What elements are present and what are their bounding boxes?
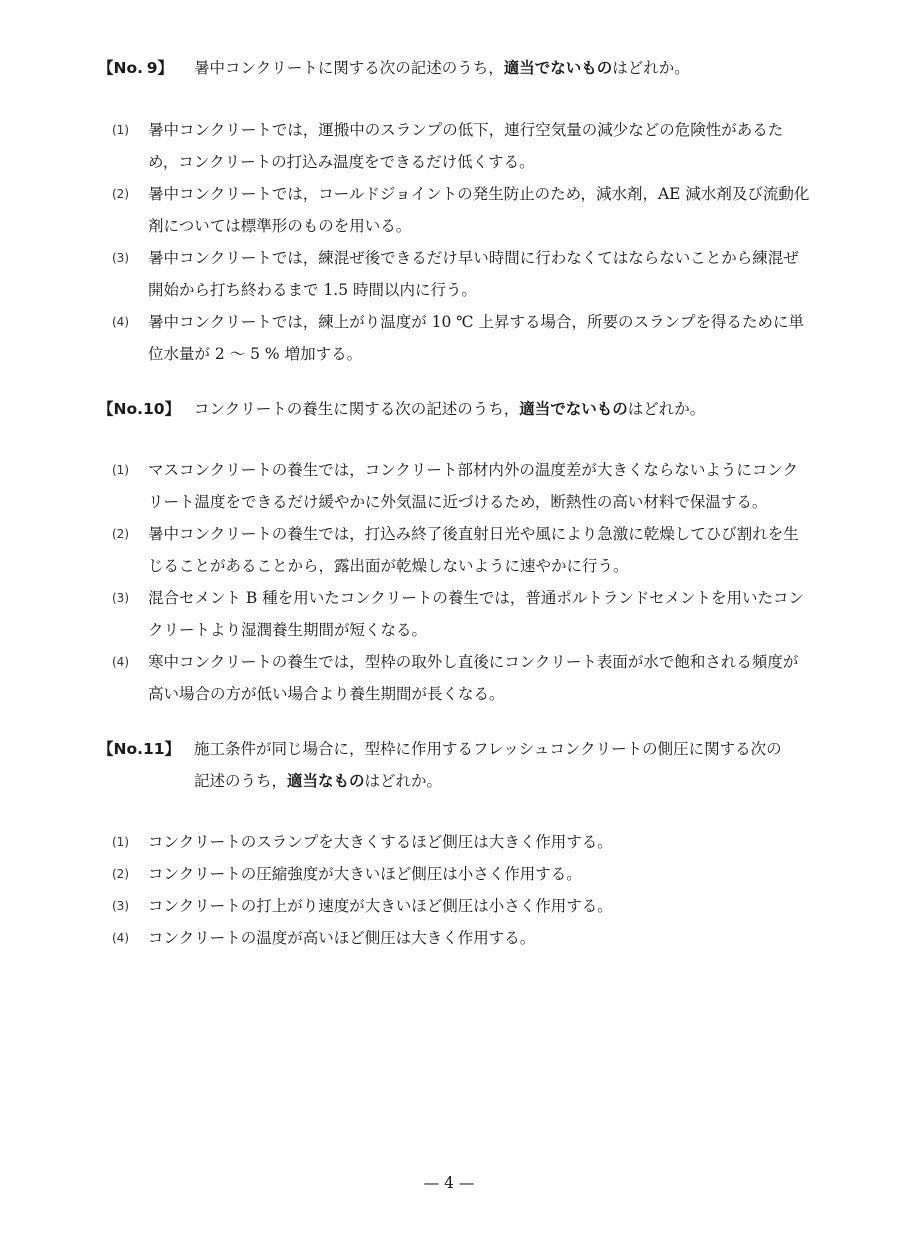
question-text-line2: 記述のうち，適当なものはどれか。	[194, 772, 443, 790]
question-text-line1: 施工条件が同じ場合に，型枠に作用するフレッシュコンクリートの側圧に関する次の	[194, 740, 782, 758]
option: (4) 寒中コンクリートの養生では，型枠の取外し直後にコンクリート表面が水で飽和される頻度が高い場合の方が低い場合より養生期間が長くなる。	[112, 653, 799, 703]
option: (2) コンクリートの圧縮強度が大きいほど側圧は小さく作用する。	[112, 865, 582, 883]
question-9-options	[112, 114, 812, 370]
question-text: 暑中コンクリートに関する次の記述のうち，適当でないものはどれか。	[194, 59, 690, 77]
page-number: — 4 —	[423, 1174, 475, 1192]
option: (4) 暑中コンクリートでは，練上がり温度が 10 ℃ 上昇する場合，所要のスランプを得るために単位水量が 2 ～ 5 % 増加する。	[112, 313, 805, 363]
question-text: コンクリートの養生に関する次の記述のうち，適当でないものはどれか。	[194, 400, 706, 418]
option: (4) コンクリートの温度が高いほど側圧は大きく作用する。	[112, 929, 536, 947]
option: (3) 暑中コンクリートでは，練混ぜ後できるだけ早い時間に行わなくてはならないことから練混ぜ開始から打ち終わるまで 1.5 時間以内に行う。	[112, 249, 799, 299]
option: (3) コンクリートの打上がり速度が大きいほど側圧は小さく作用する。	[112, 897, 613, 915]
option: (1) コンクリートのスランプを大きくするほど側圧は大きく作用する。	[112, 833, 613, 851]
question-number: 【No.11】	[98, 740, 181, 758]
question-number: 【No. 9】	[98, 59, 174, 77]
question-10-heading	[98, 393, 818, 425]
option: (3) 混合セメント B 種を用いたコンクリートの養生では，普通ポルトランドセメントを用いたコンクリートより湿潤養生期間が短くなる。	[112, 589, 804, 639]
option: (2) 暑中コンクリートの養生では，打込み終了後直射日光や風により急激に乾燥してひび割れを生じることがあることから，露出面が乾燥しないように速やかに行う。	[112, 525, 799, 575]
question-11-heading	[98, 733, 818, 797]
question-10-options	[112, 454, 812, 710]
question-9-heading	[98, 52, 818, 84]
question-number: 【No.10】	[98, 400, 181, 418]
option: (2) 暑中コンクリートでは，コールドジョイントの発生防止のため，減水剤，AE 減水剤及び流動化剤については標準形のものを用いる。	[112, 185, 810, 235]
option: (1) 暑中コンクリートでは，運搬中のスランプの低下，連行空気量の減少などの危険性があるため，コンクリートの打込み温度をできるだけ低くする。	[112, 121, 784, 171]
option: (1) マスコンクリートの養生では，コンクリート部材内外の温度差が大きくならないようにコンクリート温度をできるだけ緩やかに外気温に近づけるため，断熱性の高い材料で保温する。	[112, 461, 799, 511]
question-11-options	[112, 826, 812, 954]
